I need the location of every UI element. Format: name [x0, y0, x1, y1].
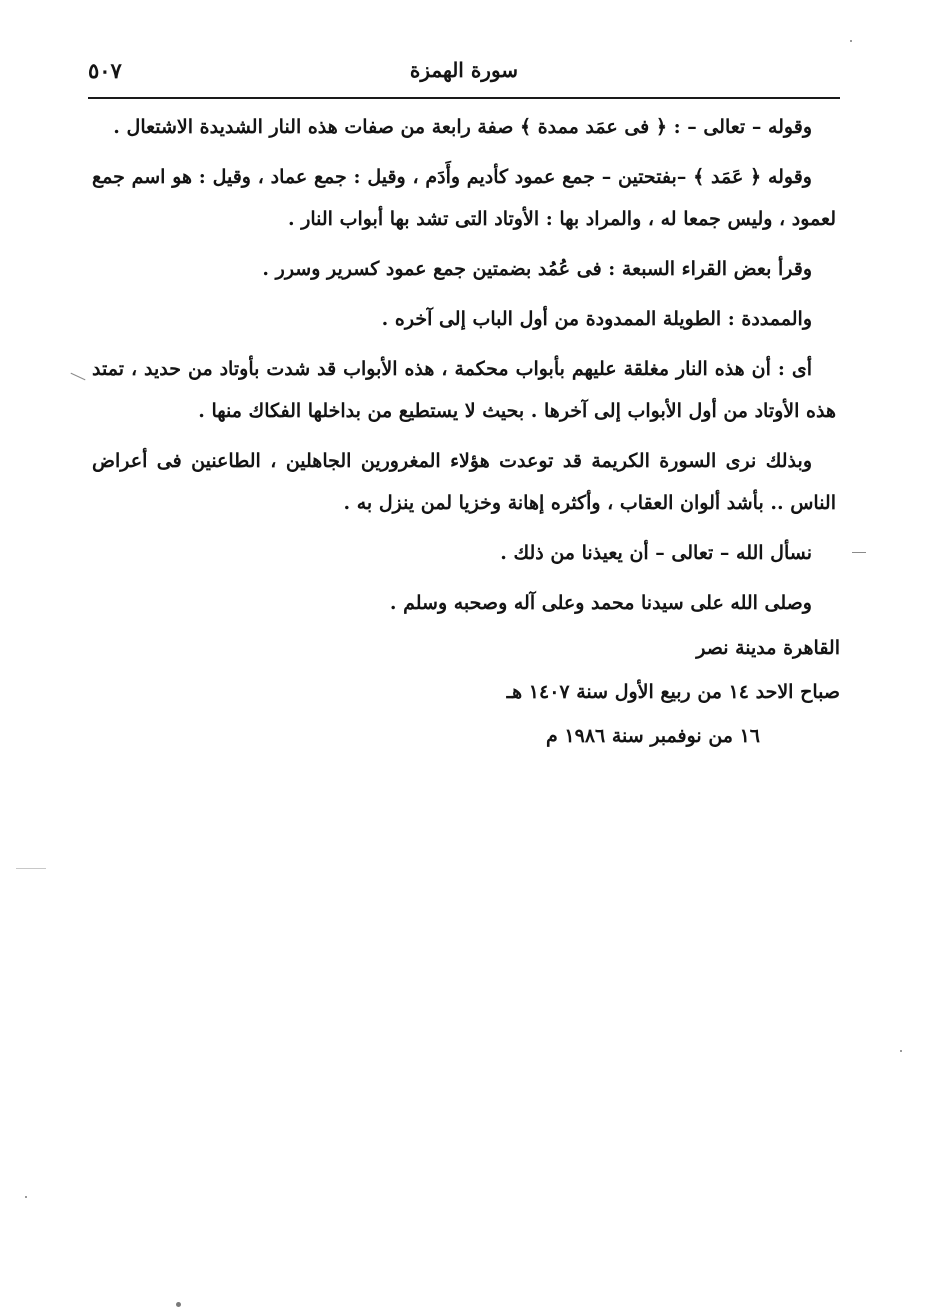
- paragraph: نسأل الله – تعالى – أن يعيذنا من ذلك .: [500, 542, 812, 564]
- dateline-place: القاهرة مدينة نصر: [696, 637, 840, 659]
- paragraph: وقوله ﴿ عَمَد ﴾ –بفتحتين – جمع عمود كأديم وأَدَم ، وقيل : جمع عماد ، وقيل : هو اسم جمع لعمود ، وليس جمعا له ، والمراد بها : الأوتاد التى تشد بها أبواب النار .: [92, 166, 836, 230]
- paragraph: وبذلك نرى السورة الكريمة قد توعدت هؤلاء المغرورين الجاهلين ، الطاعنين فى أعراض الناس .. بأشد ألوان العقاب ، وأكثره إهانة وخزيا لمن ينزل به .: [92, 450, 836, 514]
- scan-speck: [850, 40, 852, 42]
- paragraph: وقوله – تعالى – : ﴿ فى عمَد ممدة ﴾ صفة رابعة من صفات هذه النار الشديدة الاشتعال .: [113, 116, 812, 138]
- page-header: [88, 54, 840, 94]
- paragraph: أى : أن هذه النار مغلقة عليهم بأبواب محكمة ، هذه الأبواب قد شدت بأوتاد من حديد ، تمتد هذه الأوتاد من أول الأبواب إلى آخرها . بحيث لا يستطيع من بداخلها الفكاك منها .: [92, 358, 836, 422]
- scan-speck: [176, 1302, 181, 1307]
- body-text: [92, 106, 836, 624]
- scan-mark: [852, 552, 866, 553]
- dateline: [400, 626, 840, 758]
- scan-speck: [25, 1196, 27, 1198]
- dateline-gregorian-date: ١٦ من نوفمبر سنة ١٩٨٦ م: [546, 725, 760, 747]
- dateline-hijri-date: صباح الاحد ١٤ من ربيع الأول سنة ١٤٠٧ هـ: [506, 681, 840, 703]
- closing-prayer: وصلى الله على سيدنا محمد وعلى آله وصحبه وسلم .: [389, 592, 812, 614]
- header-rule: [88, 97, 840, 99]
- scan-mark: [16, 868, 46, 869]
- paragraph: وقرأ بعض القراء السبعة : فى عُمُد بضمتين جمع عمود كسرير وسرر .: [262, 258, 812, 280]
- scan-mark: [71, 373, 86, 381]
- running-title: سورة الهمزة: [409, 58, 519, 82]
- page-number: ٥٠٧: [88, 58, 122, 83]
- scan-speck: [900, 1050, 902, 1052]
- paragraph: والممددة : الطويلة الممدودة من أول الباب إلى آخره .: [381, 308, 812, 330]
